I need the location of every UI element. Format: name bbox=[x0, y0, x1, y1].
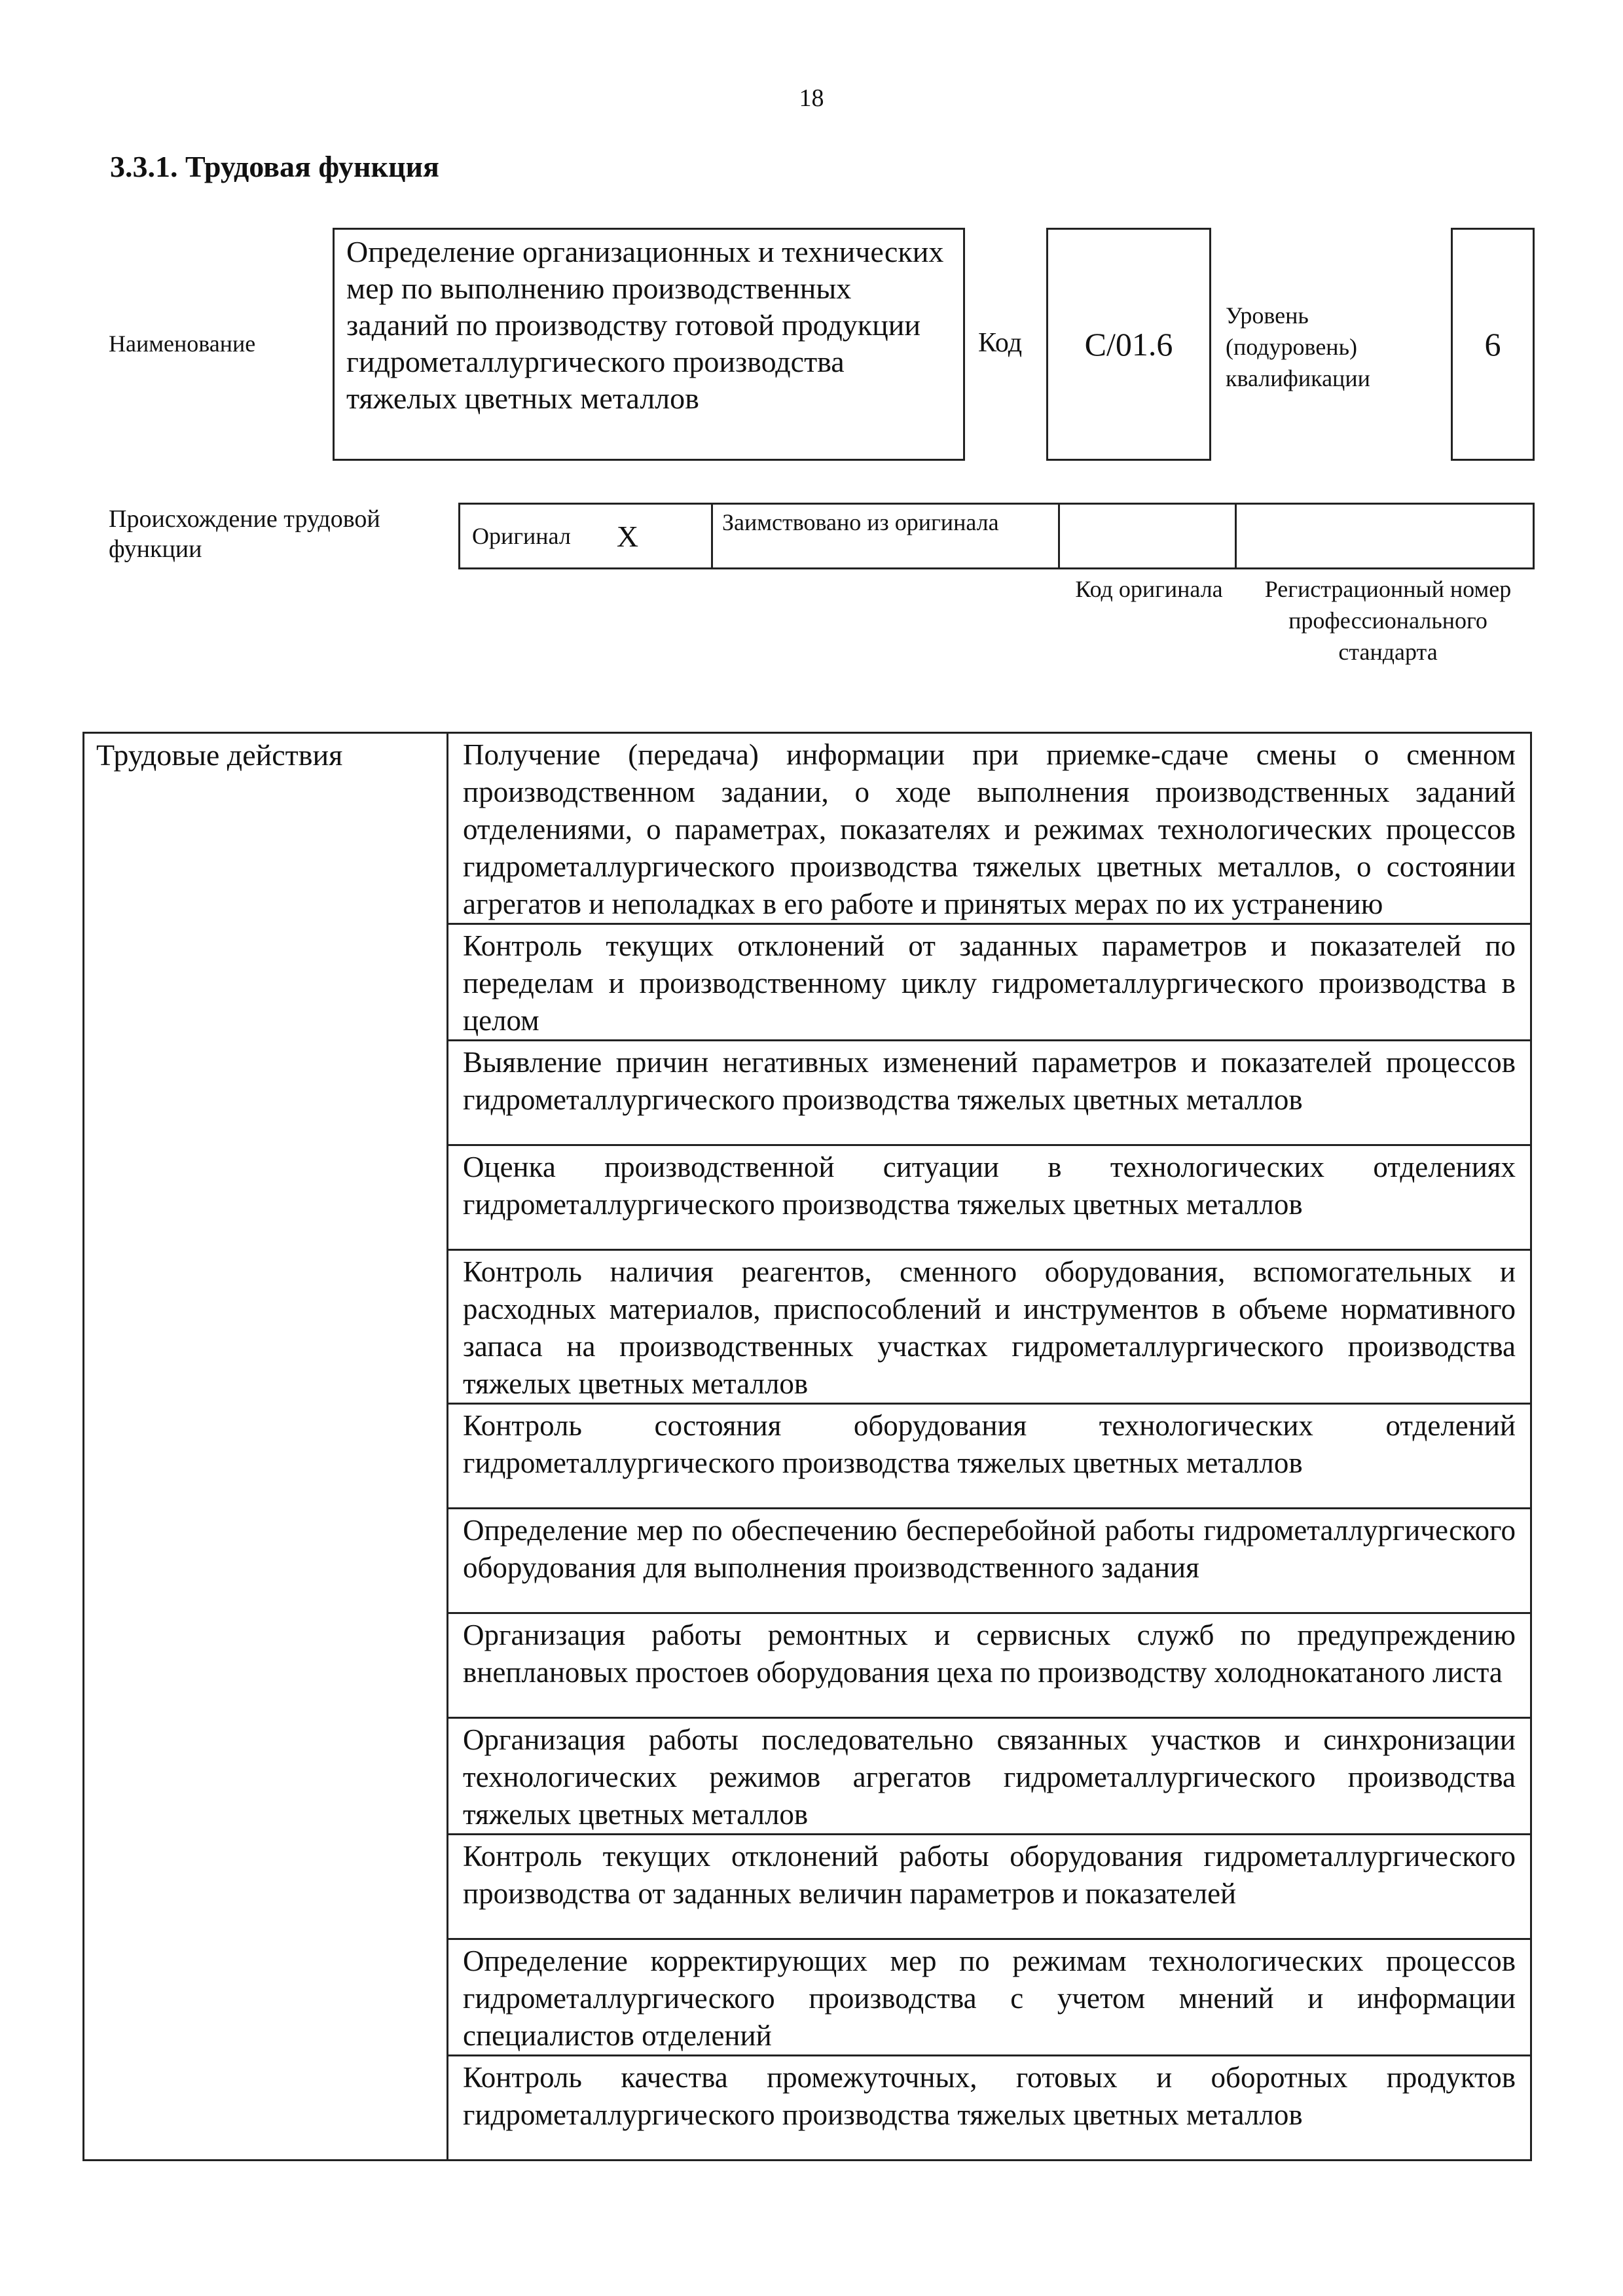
labor-actions-label: Трудовые действия bbox=[84, 734, 448, 2159]
origin-code-cell bbox=[1060, 505, 1237, 567]
original-mark: X bbox=[616, 519, 639, 553]
labor-action-item: Организация работы последовательно связанных участков и синхронизации технологических режимов агрегатов гидрометаллургического производства тяжелых цветных металлов bbox=[448, 1719, 1530, 1835]
name-label: Наименование bbox=[109, 331, 256, 357]
code-label: Код bbox=[978, 328, 1023, 358]
labor-action-item: Оценка производственной ситуации в технологических отделениях гидрометаллургического производства тяжелых цветных металлов bbox=[448, 1146, 1530, 1251]
function-name-box: Определение организационных и технических мер по выполнению производственных заданий по производству готовой продукции гидрометаллургического производства тяжелых цветных металлов bbox=[333, 228, 965, 461]
origin-label: Происхождение трудовой функции bbox=[109, 505, 380, 563]
section-title: 3.3.1. Трудовая функция bbox=[110, 150, 439, 183]
level-label-text: Уровень (подуровень) квалификации bbox=[1226, 302, 1370, 391]
qualification-level-box: 6 bbox=[1451, 228, 1535, 461]
origin-table bbox=[458, 503, 1535, 569]
labor-action-item: Контроль состояния оборудования технологических отделений гидрометаллургического производства тяжелых цветных металлов bbox=[448, 1405, 1530, 1509]
labor-action-item: Определение корректирующих мер по режимам технологических процессов гидрометаллургического производства с учетом мнений и информации специалистов отделений bbox=[448, 1940, 1530, 2056]
reg-number-caption: Регистрационный номер профессионального стандарта bbox=[1264, 576, 1512, 665]
origin-reg-cell bbox=[1237, 505, 1533, 567]
page-number: 18 bbox=[799, 84, 824, 112]
labor-actions-table bbox=[82, 732, 1532, 2161]
code-original-caption: Код оригинала bbox=[1075, 576, 1223, 602]
origin-original-cell bbox=[460, 505, 713, 567]
labor-action-item: Контроль качества промежуточных, готовых и оборотных продуктов гидрометаллургического производства тяжелых цветных металлов bbox=[463, 2061, 1516, 2131]
function-code-box: C/01.6 bbox=[1046, 228, 1211, 461]
level-label bbox=[1226, 300, 1442, 394]
labor-action-item: Определение мер по обеспечению бесперебойной работы гидрометаллургического оборудования для выполнения производственного задания bbox=[448, 1509, 1530, 1614]
labor-action-item: Выявление причин негативных изменений параметров и показателей процессов гидрометаллургического производства тяжелых цветных металлов bbox=[448, 1041, 1530, 1146]
labor-action-item: Организация работы ремонтных и сервисных служб по предупреждению внеплановых простоев оборудования цеха по производству холоднокатаного листа bbox=[448, 1614, 1530, 1719]
labor-action-item: Получение (передача) информации при приемке-сдаче смены о сменном производственном задании, о ходе выполнения производственных заданий отделениями, о параметрах, показателях и режимах технологических процессов гидрометаллургического производства тяжелых цветных металлов, о состоянии агрегатов и неполадках в его работе и принятых мерах по их устранению bbox=[448, 734, 1530, 925]
labor-action-item: Контроль наличия реагентов, сменного оборудования, вспомогательных и расходных материалов, приспособлений и инструментов в объеме нормативного запаса на производственных участках гидрометаллургического производства тяжелых цветных металлов bbox=[448, 1251, 1530, 1405]
original-label: Оригинал bbox=[472, 523, 571, 549]
labor-actions-list bbox=[448, 734, 1530, 2159]
labor-action-item: Контроль текущих отклонений от заданных параметров и показателей по переделам и производственному циклу гидрометаллургического производства в целом bbox=[448, 925, 1530, 1041]
origin-borrowed-cell: Заимствовано из оригинала bbox=[713, 505, 1060, 567]
labor-action-item: Контроль текущих отклонений работы оборудования гидрометаллургического производства от заданных величин параметров и показателей bbox=[448, 1835, 1530, 1940]
